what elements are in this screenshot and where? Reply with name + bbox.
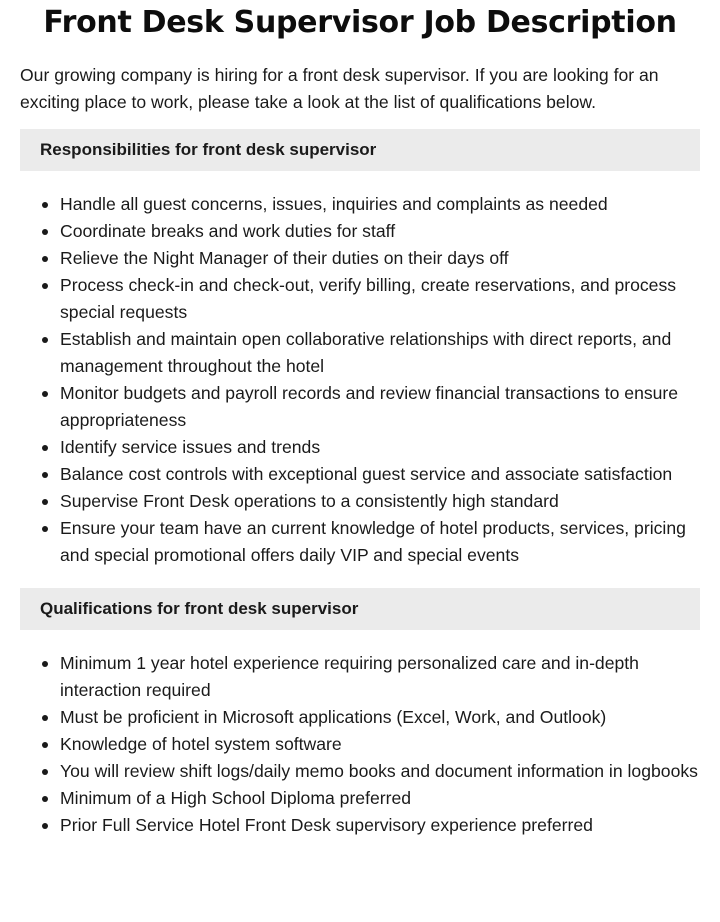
bullet-icon bbox=[42, 202, 48, 208]
qualifications-heading: Qualifications for front desk supervisor bbox=[20, 588, 700, 630]
list-item-text: You will review shift logs/daily memo books and document information in logbooks bbox=[60, 761, 698, 781]
list-item bbox=[60, 650, 700, 704]
list-item-text: Establish and maintain open collaborative relationships with direct reports, and management throughout the hotel bbox=[60, 329, 672, 376]
bullet-icon bbox=[42, 526, 48, 532]
list-item bbox=[60, 326, 700, 380]
responsibilities-list bbox=[20, 191, 700, 569]
list-item bbox=[60, 488, 700, 515]
list-item bbox=[60, 704, 700, 731]
bullet-icon bbox=[42, 256, 48, 262]
list-item-text: Identify service issues and trends bbox=[60, 437, 321, 457]
list-item-text: Must be proficient in Microsoft applications (Excel, Work, and Outlook) bbox=[60, 707, 607, 727]
list-item bbox=[60, 731, 700, 758]
list-item bbox=[60, 218, 700, 245]
list-item-text: Relieve the Night Manager of their duties on their days off bbox=[60, 248, 509, 268]
list-item bbox=[60, 191, 700, 218]
bullet-icon bbox=[42, 283, 48, 289]
list-item-text: Supervise Front Desk operations to a consistently high standard bbox=[60, 491, 559, 511]
bullet-icon bbox=[42, 337, 48, 343]
list-item bbox=[60, 785, 700, 812]
qualifications-list bbox=[20, 650, 700, 839]
list-item bbox=[60, 515, 700, 569]
list-item-text: Monitor budgets and payroll records and review financial transactions to ensure appropriateness bbox=[60, 383, 679, 430]
page-title: Front Desk Supervisor Job Description bbox=[43, 5, 677, 40]
bullet-icon bbox=[42, 661, 48, 667]
list-item-text: Ensure your team have an current knowledge of hotel products, services, pricing and special promotional offers daily VIP and special events bbox=[60, 518, 686, 565]
list-item bbox=[60, 272, 700, 326]
bullet-icon bbox=[42, 823, 48, 829]
list-item-text: Prior Full Service Hotel Front Desk supervisory experience preferred bbox=[60, 815, 593, 835]
intro-paragraph: Our growing company is hiring for a front desk supervisor. If you are looking for an exciting place to work, please take a look at the list of qualifications below. bbox=[20, 65, 659, 112]
list-item-text: Balance cost controls with exceptional guest service and associate satisfaction bbox=[60, 464, 673, 484]
list-item-text: Minimum 1 year hotel experience requiring personalized care and in-depth interaction required bbox=[60, 653, 639, 700]
list-item-text: Minimum of a High School Diploma preferred bbox=[60, 788, 412, 808]
bullet-icon bbox=[42, 472, 48, 478]
list-item-text: Process check-in and check-out, verify billing, create reservations, and process special requests bbox=[60, 275, 677, 322]
list-item-text: Knowledge of hotel system software bbox=[60, 734, 342, 754]
bullet-icon bbox=[42, 445, 48, 451]
list-item bbox=[60, 812, 700, 839]
list-item-text: Coordinate breaks and work duties for staff bbox=[60, 221, 396, 241]
responsibilities-heading: Responsibilities for front desk supervisor bbox=[20, 129, 700, 171]
list-item bbox=[60, 380, 700, 434]
bullet-icon bbox=[42, 391, 48, 397]
list-item bbox=[60, 461, 700, 488]
list-item-text: Handle all guest concerns, issues, inquiries and complaints as needed bbox=[60, 194, 608, 214]
bullet-icon bbox=[42, 715, 48, 721]
bullet-icon bbox=[42, 229, 48, 235]
bullet-icon bbox=[42, 499, 48, 505]
bullet-icon bbox=[42, 742, 48, 748]
bullet-icon bbox=[42, 796, 48, 802]
list-item bbox=[60, 758, 700, 785]
list-item bbox=[60, 434, 700, 461]
bullet-icon bbox=[42, 769, 48, 775]
list-item bbox=[60, 245, 700, 272]
